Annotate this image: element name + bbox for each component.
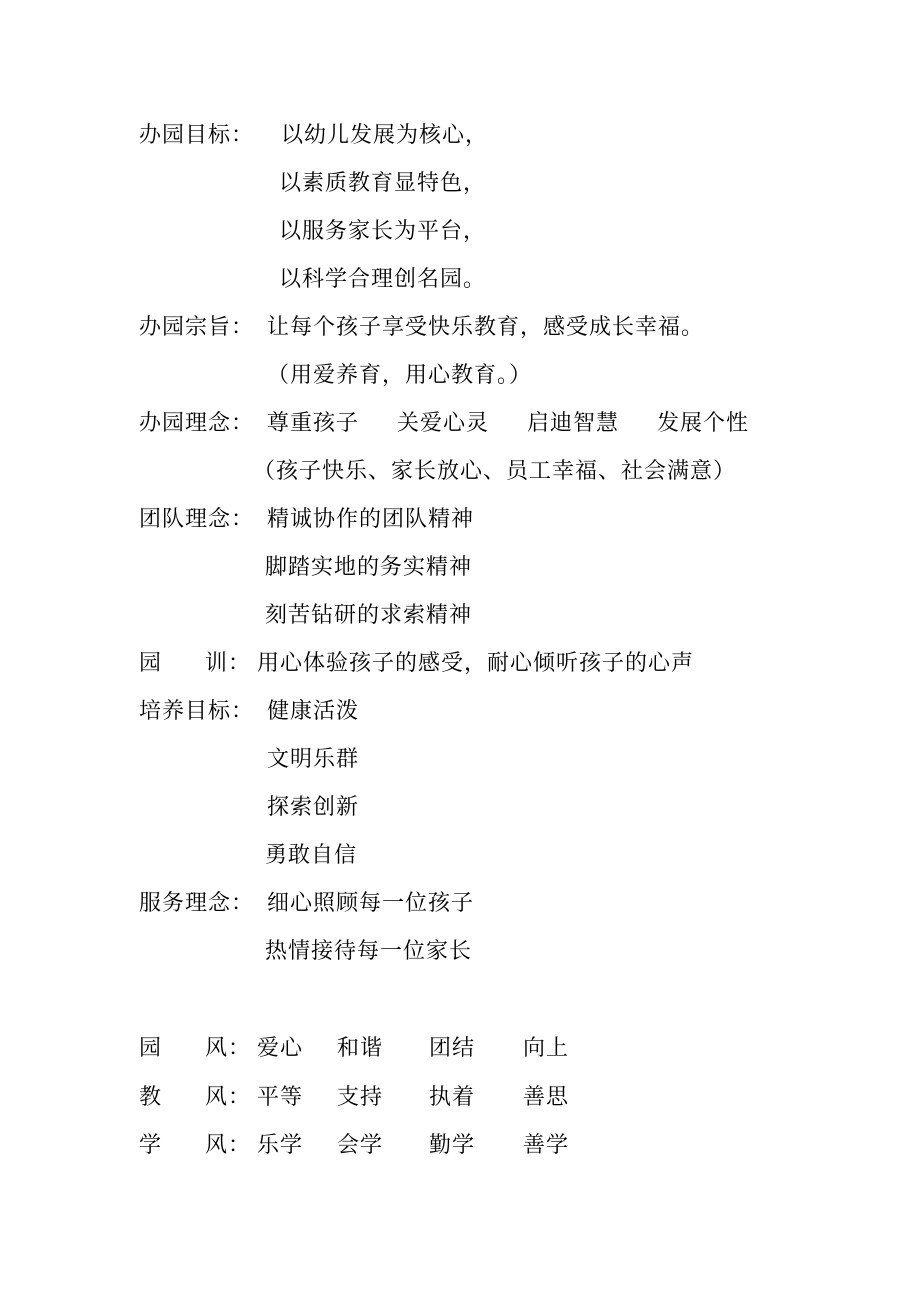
- style-row-1-label-a: 园: [139, 1036, 163, 1061]
- service-text-2: 热情接待每一位家长: [265, 939, 473, 964]
- goal-label: 办园目标：: [139, 123, 255, 148]
- service-label: 服务理念：: [139, 891, 255, 916]
- training-label: 培养目标：: [139, 699, 255, 724]
- style-row-3-item-2: 会学: [337, 1133, 384, 1158]
- goal-text-4: 以科学合理创名园。: [279, 267, 487, 292]
- style-row-1-item-1: 爱心: [257, 1036, 304, 1061]
- philosophy-item-2: 关爱心灵: [397, 411, 490, 436]
- style-row-3-item-3: 勤学: [429, 1133, 476, 1158]
- team-text-1: 精诚协作的团队精神: [267, 507, 475, 532]
- goal-text-3: 以服务家长为平台，: [279, 219, 487, 244]
- purpose-label: 办园宗旨：: [139, 315, 255, 340]
- training-text-3: 探索创新: [267, 795, 360, 820]
- motto-label-a: 园: [139, 651, 163, 676]
- purpose-note: （用爱养育，用心教育。）: [267, 363, 533, 388]
- style-row-2-item-3: 执着: [429, 1085, 476, 1110]
- style-row-3-item-1: 乐学: [257, 1133, 304, 1158]
- style-row-2-item-4: 善思: [523, 1085, 570, 1110]
- style-row-3-label-a: 学: [139, 1133, 163, 1158]
- philosophy-note: （孩子快乐、家长放心、员工幸福、社会满意）: [253, 459, 737, 484]
- training-text-4: 勇敢自信: [265, 843, 358, 868]
- style-row-2-item-2: 支持: [337, 1085, 384, 1110]
- style-row-3-item-4: 善学: [523, 1133, 570, 1158]
- training-text-1: 健康活泼: [267, 699, 360, 724]
- goal-text-1: 以幼儿发展为核心，: [281, 123, 489, 148]
- style-row-2-label-a: 教: [139, 1085, 163, 1110]
- service-text-1: 细心照顾每一位孩子: [267, 891, 475, 916]
- style-row-1-item-4: 向上: [523, 1036, 570, 1061]
- style-row-1-item-3: 团结: [429, 1036, 476, 1061]
- philosophy-item-3: 启迪智慧: [527, 411, 620, 436]
- style-row-2-label-b: 风：: [205, 1085, 252, 1110]
- philosophy-item-1: 尊重孩子: [267, 411, 360, 436]
- philosophy-label: 办园理念：: [139, 411, 255, 436]
- goal-text-2: 以素质教育显特色，: [279, 171, 487, 196]
- style-row-2-item-1: 平等: [257, 1085, 304, 1110]
- motto-text: 用心体验孩子的感受，耐心倾听孩子的心声: [257, 651, 695, 676]
- style-row-1-label-b: 风：: [205, 1036, 252, 1061]
- style-row-3-label-b: 风：: [205, 1133, 252, 1158]
- philosophy-item-4: 发展个性: [657, 411, 750, 436]
- training-text-2: 文明乐群: [267, 747, 360, 772]
- purpose-text: 让每个孩子享受快乐教育，感受成长幸福。: [267, 315, 705, 340]
- team-text-3: 刻苦钻研的求索精神: [265, 603, 473, 628]
- style-row-1-item-2: 和谐: [337, 1036, 384, 1061]
- motto-label-b: 训：: [205, 651, 252, 676]
- team-text-2: 脚踏实地的务实精神: [265, 555, 473, 580]
- team-label: 团队理念：: [139, 507, 255, 532]
